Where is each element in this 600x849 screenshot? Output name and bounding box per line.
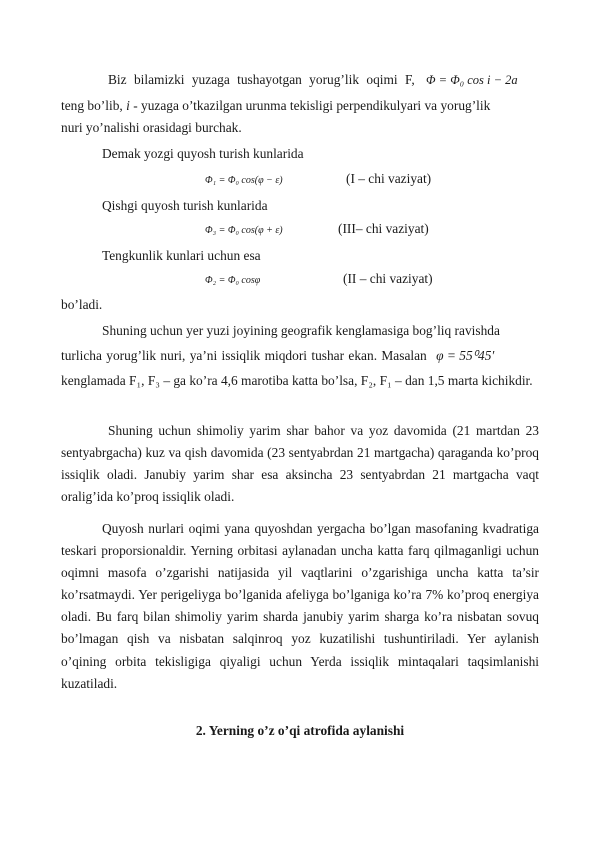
summer-case: (I – chi vaziyat) bbox=[346, 171, 432, 186]
p1-line1 bbox=[108, 70, 518, 90]
winter-case: (III– chi vaziyat) bbox=[338, 221, 429, 236]
p2-line2-text: turlicha yorug’lik nuri, ya’ni issiqlik miqdori tushar ekan. Masalan bbox=[61, 348, 427, 363]
p2-line2-formula: φ = 55⁰45′ bbox=[436, 348, 495, 363]
summer-formula: Φ₁ = Φ₀ cos(φ − ε) bbox=[205, 175, 283, 186]
p2-line1: Shuning uchun yer yuzi joyining geografik kenglamasiga bog’liq ravishda bbox=[102, 323, 500, 338]
equinox-formula: Φ₂ = Φ₀ cosφ bbox=[205, 275, 261, 286]
p1-line2-var: i bbox=[126, 98, 130, 113]
paragraph-3: Shuning uchun shimoliy yarim shar bahor va yoz davomida (21 martdan 23 sentyabrgacha) kuz va qish davomida (23 sentyabrdan 21 martgacha) qaraganda ko’proq issiqlik oladi. Janubiy yarim shar esa aksincha 23 sentyabrdan 21 martgacha vaqt oralig’ida ko’proq issiqlik oladi. bbox=[61, 423, 539, 504]
p1-line2-before: teng bo’lib, bbox=[61, 98, 123, 113]
paragraph-4: Quyosh nurlari oqimi yana quyoshdan yergacha bo’lgan masofaning kvadratiga teskari proporsionaldir. Yerning orbitasi aylanadan uncha katta farq qilmaganligi uchun oqimni masofa o’zgarishi natijasida yil vaqtlarini o’zgarishiga uncha katta ta’sir ko’rsatmaydi. Yer perigeliyga bo’lganida afeliyga bo’lganiga ko’ra 7% ko’proq energiya oladi. Bu farq bilan shimoliy yarim sharda janubiy yarim sharga ko’ra nisbatan sovuq bo’lmagan qish va nisbatan salqinroq yoz kuzatilishi tushuntiriladi. Yer aylanish o’qining orbita tekisligiga qiyaligi uchun Yerda issiqlik mintaqalari taqsimlanishi kuzatiladi. bbox=[61, 521, 539, 691]
winter-text: Qishgi quyosh turish kunlarida bbox=[102, 198, 268, 213]
section-heading: 2. Yerning o’z o’qi atrofida aylanishi bbox=[195, 723, 405, 738]
p1-text: Biz bilamizki yuzaga tushayotgan yorug’lik oqimi F, bbox=[108, 72, 415, 87]
p1-formula: Φ = Φ₀ cos i − 2a bbox=[426, 73, 518, 87]
p1-line3: nuri yo’nalishi orasidagi burchak. bbox=[61, 120, 242, 135]
summer-text: Demak yozgi quyosh turish kunlarida bbox=[102, 146, 304, 161]
boladi-text: bo’ladi. bbox=[61, 297, 103, 312]
p2-rest: kenglamada F₁, F₃ – ga ko’ra 4,6 marotiba katta bo’lsa, F₂, F₁ – dan 1,5 marta kichikdir. bbox=[61, 373, 533, 388]
equinox-case: (II – chi vaziyat) bbox=[343, 271, 433, 286]
p1-line2-after: - yuzaga o’tkazilgan urunma tekisligi perpendikulyari va yorug’lik bbox=[133, 98, 491, 113]
p1-line2 bbox=[61, 96, 539, 116]
equinox-text: Tengkunlik kunlari uchun esa bbox=[102, 248, 261, 263]
p2-line2 bbox=[61, 346, 494, 366]
winter-formula: Φ₃ = Φ₀ cos(φ + ε) bbox=[205, 225, 283, 236]
